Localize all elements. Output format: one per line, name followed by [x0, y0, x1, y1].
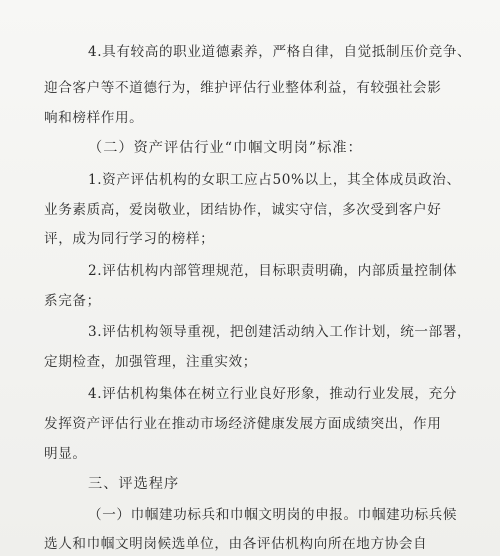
text-line-14: 明显。	[44, 446, 87, 462]
text-line-2: 迎合客户等不道德行为，维护评估行业整体利益，有较强社会影	[44, 80, 442, 96]
text-line-13: 发挥资产评估行业在推动市场经济健康发展方面成绩突出，作用	[44, 416, 442, 432]
text-line-16: （一）巾帼建功标兵和巾帼文明岗的申报。巾帼建功标兵候	[88, 507, 458, 523]
text-line-9: 系完备；	[44, 293, 101, 309]
text-line-7: 评，成为同行学习的榜样；	[44, 231, 215, 247]
section-heading-2: （二）资产评估行业“巾帼文明岗”标准：	[88, 140, 363, 156]
text-line-8: 2.评估机构内部管理规范，目标职责明确，内部质量控制体	[88, 263, 458, 279]
text-line-1: 4.具有较高的职业道德素养，严格自律，自觉抵制压价竞争、	[88, 44, 472, 60]
text-line-5: 1.资产评估机构的女职工应占50%以上，其全体成员政治、	[88, 172, 461, 188]
text-line-12: 4.评估机构集体在树立行业良好形象，推动行业发展，充分	[88, 386, 458, 402]
text-line-17: 选人和巾帼文明岗候选单位，由各评估机构向所在地方协会自	[44, 536, 428, 552]
text-line-10: 3.评估机构领导重视，把创建活动纳入工作计划，统一部署，	[88, 324, 472, 340]
text-line-11: 定期检查，加强管理，注重实效；	[44, 354, 257, 370]
text-line-3: 响和榜样作用。	[44, 110, 144, 126]
text-line-6: 业务素质高，爱岗敬业，团结协作，诚实守信，多次受到客户好	[44, 202, 442, 218]
section-heading-3: 三、评选程序	[88, 476, 180, 492]
